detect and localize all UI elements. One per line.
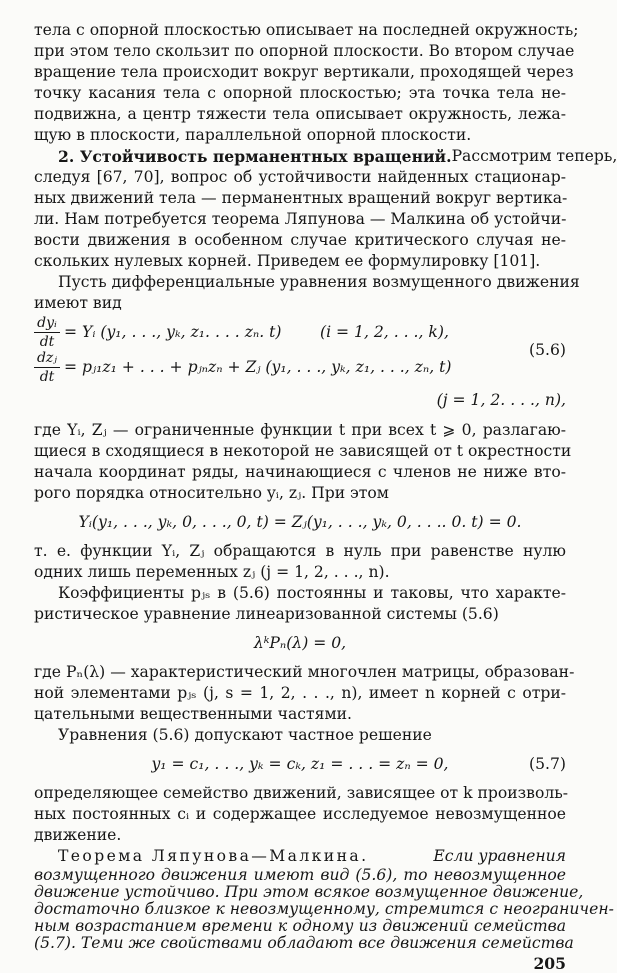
section-heading-line bbox=[58, 146, 617, 167]
equation-3: Yᵢ(y₁, . . ., yₖ, 0, . . ., 0, t) = Zⱼ(y₁, . . ., yₖ, 0, . . .. 0. t) = 0. bbox=[78, 513, 522, 531]
text-line: одних лишь переменных zⱼ (j = 1, 2, . . ., n). bbox=[34, 563, 390, 581]
fraction-numerator: dyᵢ bbox=[34, 315, 60, 333]
text-line: где Yᵢ, Zⱼ — ограниченные функции t при всех t ⩾ 0, разлагаю- bbox=[34, 421, 566, 439]
text-line: скольких нулевых корней. Приведем ее формулировку [101]. bbox=[34, 252, 541, 270]
fraction-dy-dt bbox=[34, 315, 60, 350]
text-line: Рассмотрим теперь, bbox=[451, 147, 617, 165]
fraction-dz-dt bbox=[34, 350, 60, 385]
text-line: где Pₙ(λ) — характеристический многочлен матрицы, образован- bbox=[34, 663, 575, 681]
text-line: т. е. функции Yᵢ, Zⱼ обращаются в нуль при равенстве нулю bbox=[34, 542, 566, 560]
text-line: ной элементами pⱼₛ (j, s = 1, 2, . . ., n), имеет n корней с отри- bbox=[34, 684, 566, 702]
equation-4: λᵏPₙ(λ) = 0, bbox=[253, 634, 347, 652]
equation-1: = Yᵢ (y₁, . . ., yₖ, z₁. . . . zₙ. t) bbox=[64, 323, 282, 341]
fraction-numerator: dzⱼ bbox=[34, 350, 60, 368]
text-line: рого порядка относительно yᵢ, zⱼ. При этом bbox=[34, 484, 389, 502]
text-line: Уравнения (5.6) допускают частное решение bbox=[58, 726, 432, 744]
text-line: (5.7). Теми же свойствами обладают все движения семейства bbox=[34, 934, 574, 952]
text-line: ных постоянных cᵢ и содержащее исследуемое невозмущенное bbox=[34, 805, 566, 823]
equation-2-range: (j = 1, 2. . . ., n), bbox=[436, 391, 566, 409]
fraction-denominator: dt bbox=[39, 369, 55, 385]
text-line: ным возрастанием времени к одному из движений семейства bbox=[34, 917, 566, 935]
text-line: имеют вид bbox=[34, 294, 122, 312]
text-line: ристическое уравнение линеаризованной системы (5.6) bbox=[34, 605, 499, 623]
section-heading: 2. Устойчивость перманентных вращений. bbox=[58, 147, 452, 166]
text-line: вости движения в особенном случае критического случая не- bbox=[34, 231, 566, 249]
text-line: Если уравнения bbox=[433, 847, 566, 865]
theorem-heading-line bbox=[58, 846, 566, 867]
text-line: подвижна, а центр тяжести тела описывает окружность, лежа- bbox=[34, 105, 566, 123]
equation-1-range: (i = 1, 2, . . ., k), bbox=[320, 323, 449, 341]
text-line: достаточно близкое к невозмущенному, стремится с неограничен- bbox=[34, 900, 614, 918]
text-line: ли. Нам потребуется теорема Ляпунова — Малкина об устойчи- bbox=[34, 210, 567, 228]
text-line: щиеся в сходящиеся в некоторой не зависящей от t окрестности bbox=[34, 442, 572, 460]
text-line: при этом тело скользит по опорной плоскости. Во втором случае bbox=[34, 42, 575, 60]
text-line: начала координат ряды, начинающиеся с членов не ниже вто- bbox=[34, 463, 566, 481]
text-line: щую в плоскости, параллельной опорной плоскости. bbox=[34, 126, 472, 144]
equation-2: = pⱼ₁z₁ + . . . + pⱼₙzₙ + Zⱼ (y₁, . . ., yₖ, z₁, . . ., zₙ, t) bbox=[64, 358, 452, 376]
equation-label: (5.6) bbox=[529, 341, 566, 359]
text-line: цательными вещественными частями. bbox=[34, 705, 352, 723]
text-line: определяющее семейство движений, зависящее от k произволь- bbox=[34, 784, 569, 802]
text-line: точку касания тела с опорной плоскостью; эта точка тела не- bbox=[34, 84, 566, 102]
fraction-denominator: dt bbox=[39, 334, 55, 350]
text-line: Пусть дифференциальные уравнения возмущенного движения bbox=[58, 273, 580, 291]
text-line: движение устойчиво. При этом всякое возмущенное движение, bbox=[34, 883, 584, 901]
equation-5: y₁ = c₁, . . ., yₖ = cₖ, z₁ = . . . = zₙ = 0, bbox=[151, 755, 449, 773]
text-line: движение. bbox=[34, 826, 122, 844]
text-line: Коэффициенты pⱼₛ в (5.6) постоянны и таковы, что характе- bbox=[58, 584, 566, 602]
text-line: вращение тела происходит вокруг вертикали, проходящей через bbox=[34, 63, 574, 81]
theorem-name: Теорема Ляпунова—Малкина. bbox=[58, 847, 369, 865]
text-line: ных движений тела — перманентных вращений вокруг вертика- bbox=[34, 189, 568, 207]
text-line: тела с опорной плоскостью описывает на последней окружность; bbox=[34, 21, 579, 39]
text-line: следуя [67, 70], вопрос об устойчивости найденных стационар- bbox=[34, 168, 566, 186]
equation-label: (5.7) bbox=[529, 755, 566, 773]
page-number: 205 bbox=[533, 954, 566, 973]
text-line: возмущенного движения имеют вид (5.6), то невозмущенное bbox=[34, 866, 566, 884]
